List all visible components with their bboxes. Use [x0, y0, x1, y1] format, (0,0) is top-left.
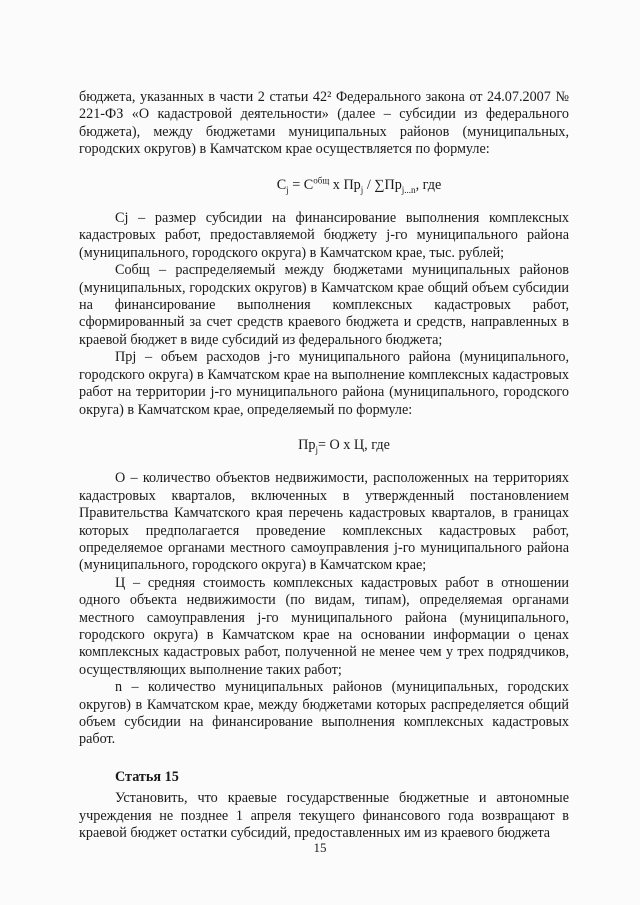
paragraph-intro: бюджета, указанных в части 2 статьи 42² Федерального закона от 24.07.2007 № 221-ФЗ «О кадастровой деятельности» (далее – субсидии из федерального бюджета), между бюджетами муниципальных районов (муниципальных, городских округов) в Камчатском крае осуществляется по формуле:	[79, 89, 569, 158]
paragraph-ts: Ц – средняя стоимость комплексных кадастровых работ в отношении одного объекта недвижимости (по видам, типам), определяемая органами местного самоуправления j-го муниципального района (муниципального, городского округа) в Камчатском крае на основании информации о ценах комплексных кадастровых работ, полученной не менее чем у трех подрядчиков, осуществляющих выполнение таких работ;	[79, 574, 569, 678]
paragraph-prj: Прj – объем расходов j-го муниципального района (муниципального, городского округа) в Камчатском крае на выполнение комплексных кадастровых работ на территории j-го муниципального района (муниципального, городского округа) в Камчатском крае, определяемый по формуле:	[79, 349, 569, 418]
article-heading: Статья 15	[115, 768, 179, 785]
paragraph-article-15: Установить, что краевые государственные бюджетные и автономные учреждения не позднее 1 апреля текущего финансового года возвращают в краевой бюджет остатки субсидий, предоставленных им из краевого бюджета	[79, 790, 569, 842]
formula-expense: $Пр_j= О$ х Ц, где	[298, 436, 390, 455]
paragraph-cj: Сj – размер субсидии на финансирование выполнения комплексных кадастровых работ, предоставляемой бюджету j-го муниципального района (муниципального, городского округа) в Камчатском крае, тыс. рублей;	[79, 210, 569, 261]
paragraph-o: О – количество объектов недвижимости, расположенных на территориях кадастровых кварталов, включенных в утвержденный постановлением Правительства Камчатского края перечень кадастровых кварталов, в границах которых предполагается проведение комплексных кадастровых работ, определяемое органами местного самоуправления j-го муниципального района (муниципального, городского округа) в Камчатском крае;	[79, 470, 569, 574]
paragraph-cobsh: Собщ – распределяемый между бюджетами муниципальных районов (муниципальных, городских округов) в Камчатском крае общий объем субсидии на финансирование выполнения комплексных кадастровых работ, сформированный за счет средств краевого бюджета и средств, направленных в краевой бюджет в виде субсидий из федерального бюджета;	[79, 262, 569, 348]
page-body	[79, 89, 569, 842]
paragraph-n: n – количество муниципальных районов (муниципальных, городских округов) в Камчатском крае, между бюджетами которых распределяется общий объем субсидии на финансирование выполнения комплексных кадастровых работ.	[79, 679, 569, 748]
page-number: 15	[313, 840, 327, 855]
formula-subsidy: $С_j = С^{общ}$ х $Пр_j / \sum Пр_{j...n}$, где	[276, 174, 442, 195]
